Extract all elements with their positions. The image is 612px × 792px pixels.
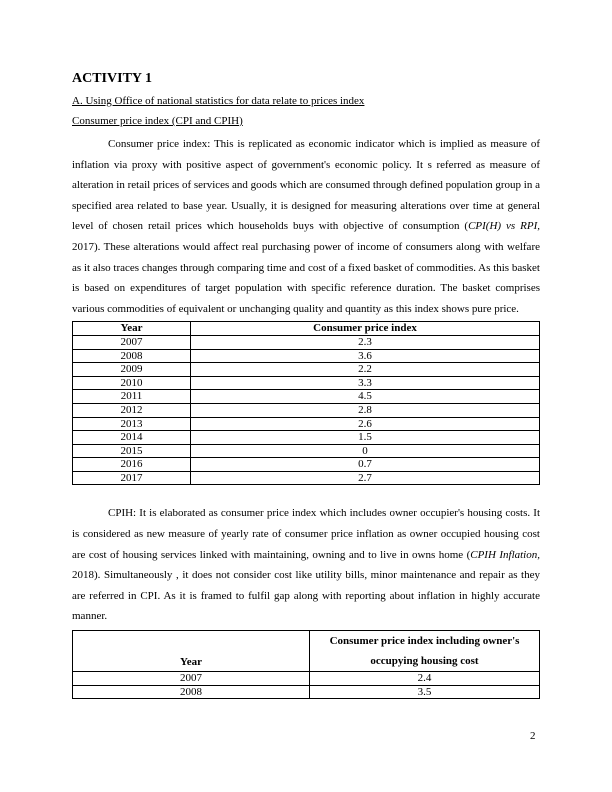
column-header-year: Year	[73, 631, 310, 672]
year-cell: 2008	[73, 349, 191, 363]
value-cell: 2.4	[310, 672, 540, 686]
column-header-cpih: Consumer price index including owner's occupying housing cost	[310, 631, 540, 672]
paragraph-cpi-text-1: Consumer price index: This is replicated as economic indicator which is implied as measure of inflation via proxy with positive aspect of government's economic policy. It s referred as measure of alteration in retail prices of services and goods which are consumed through defined population group in a specified area related to base year. Usually, it is designed for measuring alterations over time at general level of chosen retail prices which households buys with objective of consumption (	[72, 138, 540, 233]
value-cell: 0	[191, 444, 540, 458]
table-row	[73, 431, 540, 445]
paragraph-cpi-text-2: 2017). These alterations would affect real purchasing power of income of consumers along with welfare as it also traces changes through comparing time and cost of a fixed basket of commodities. As this basket is based on expenditures of target population with specific reference duration. The basket comprises various commodities of equivalent or unchanging quality and quantity as this index shows pure price.	[72, 240, 540, 315]
section-heading: ACTIVITY 1	[72, 71, 152, 86]
paragraph-cpih-text-2: 2018). Simultaneously , it does not consider cost like utility bills, minor maintenance and repair as they are referred in CPI. As it is framed to fulfil gap along with reporting about inflation in highly accurate manner.	[72, 569, 540, 623]
table-row	[73, 403, 540, 417]
paragraph-cpi	[72, 134, 540, 319]
paragraph-cpih-text-1: CPIH: It is elaborated as consumer price index which includes owner occupier's housing costs. It is considered as new measure of yearly rate of consumer price inflation as owner occupied housing cost are cost of housing services linked with maintaining, owning and to live in owns home (	[72, 507, 540, 561]
year-cell: 2015	[73, 444, 191, 458]
year-cell: 2016	[73, 458, 191, 472]
year-cell: 2008	[73, 685, 310, 699]
citation-cpih: CPIH Inflation,	[470, 548, 540, 561]
table-row	[73, 376, 540, 390]
value-cell: 2.8	[191, 403, 540, 417]
table-row	[73, 417, 540, 431]
cpih-table	[72, 630, 540, 699]
year-cell: 2012	[73, 403, 191, 417]
year-cell: 2017	[73, 471, 191, 485]
paragraph-cpih	[72, 503, 540, 627]
table-row	[73, 349, 540, 363]
value-cell: 2.2	[191, 363, 540, 377]
value-cell: 3.5	[310, 685, 540, 699]
year-cell: 2011	[73, 390, 191, 404]
year-cell: 2010	[73, 376, 191, 390]
table-row	[73, 471, 540, 485]
table-header-row	[73, 322, 540, 336]
citation-cpi: CPI(H) vs RPI,	[468, 220, 540, 233]
table-row	[73, 390, 540, 404]
value-cell: 1.5	[191, 431, 540, 445]
table-row	[73, 335, 540, 349]
subheading-a: A. Using Office of national statistics for data relate to prices index	[72, 95, 365, 107]
table-header-row	[73, 631, 540, 672]
value-cell: 2.3	[191, 335, 540, 349]
year-cell: 2007	[73, 672, 310, 686]
table-row	[73, 685, 540, 699]
spacer	[72, 485, 540, 503]
page-number: 2	[530, 730, 536, 742]
page-content	[72, 70, 540, 699]
column-header-year: Year	[73, 322, 191, 336]
year-cell: 2013	[73, 417, 191, 431]
table-row	[73, 672, 540, 686]
value-cell: 0.7	[191, 458, 540, 472]
table-row	[73, 363, 540, 377]
cpi-table	[72, 321, 540, 485]
value-cell: 4.5	[191, 390, 540, 404]
year-cell: 2009	[73, 363, 191, 377]
value-cell: 3.3	[191, 376, 540, 390]
table-row	[73, 458, 540, 472]
subheading-b: Consumer price index (CPI and CPIH)	[72, 115, 243, 127]
table-row	[73, 444, 540, 458]
value-cell: 2.7	[191, 471, 540, 485]
year-cell: 2014	[73, 431, 191, 445]
column-header-cpi: Consumer price index	[191, 322, 540, 336]
year-cell: 2007	[73, 335, 191, 349]
value-cell: 2.6	[191, 417, 540, 431]
value-cell: 3.6	[191, 349, 540, 363]
